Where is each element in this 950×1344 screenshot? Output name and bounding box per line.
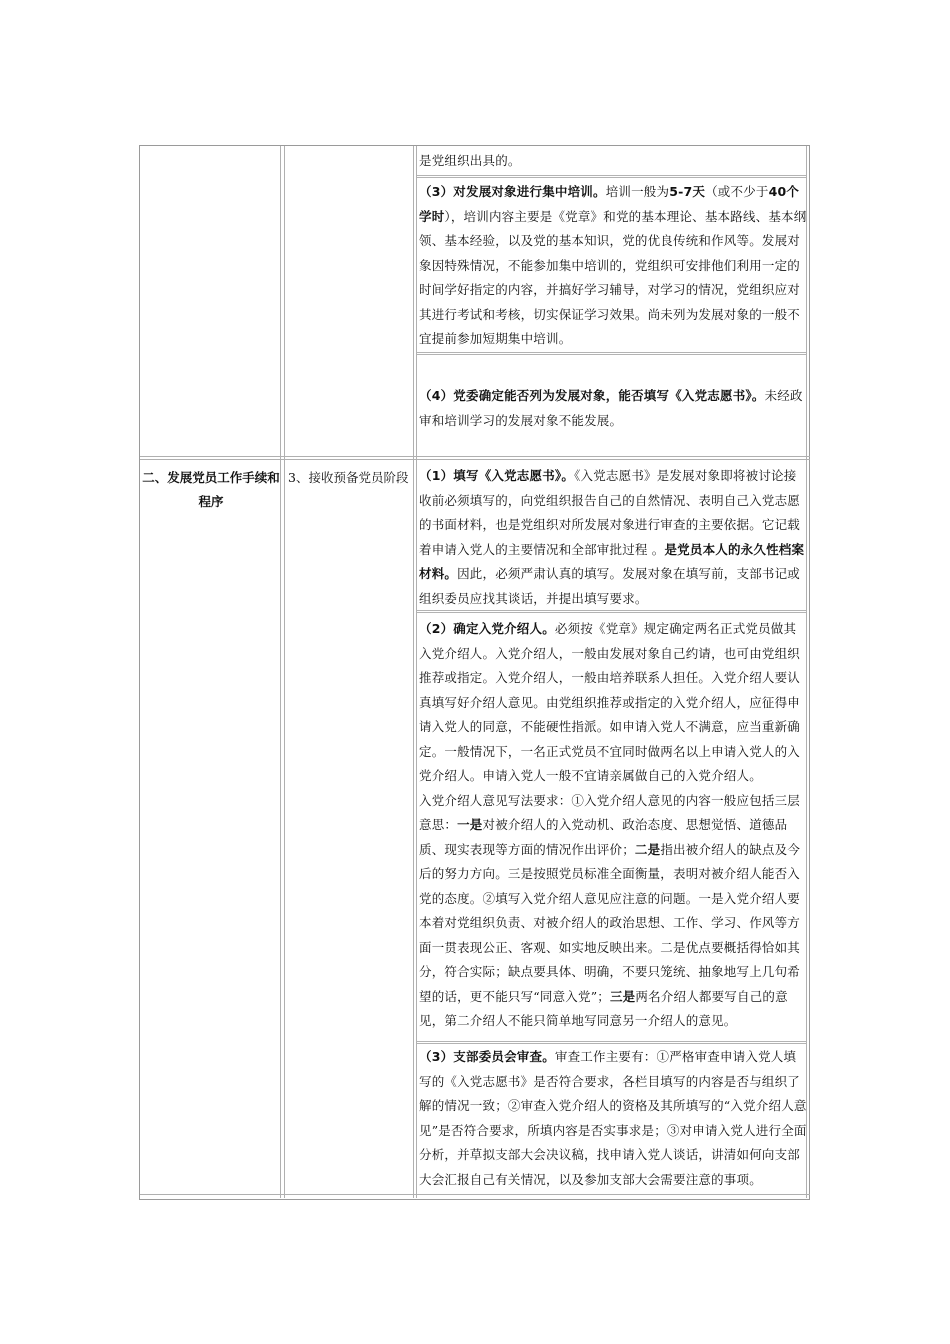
stage-title: 3、接收预备党员阶段 <box>288 470 409 485</box>
row-divider <box>417 1041 806 1044</box>
item-heading: （1）填写《入党志愿书》。 <box>419 468 575 483</box>
row-divider <box>140 459 810 460</box>
column-divider <box>284 146 285 1198</box>
section-title: 二、发展党员工作手续和程序 <box>142 470 280 509</box>
column-divider <box>413 146 414 1198</box>
item-3-training: （3）对发展对象进行集中培训。培训一般为5-7天（或不少于40个学时），培训内容主要是《党章》和党的基本理论、基本路线、基本纲领、基本经验，以及党的基本知识，党的优良传统和作风等。发展对象因特殊情况，不能参加集中培训的，党组织可安排他们利用一定的时间学好指定的内容，并搞好学习辅导，对学习的情况，党组织应对其进行考试和考核，切实保证学习效果。尚未列为发展对象的一般不宜提前参加短期集中培训。 <box>419 184 807 346</box>
item-heading: （3）支部委员会审查。 <box>419 1049 555 1064</box>
row-divider <box>417 175 806 178</box>
item-3-branch-review: （3）支部委员会审查。审查工作主要有：①严格审查申请入党人填写的《入党志愿书》是否符合要求，各栏目填写的内容是否与组织了解的情况一致；②审查入党介绍人的资格及其所填写的“入党介绍人意见”是否符合要求，所填内容是否实事求是；③对申请入党人进行全面分析，并草拟支部大会决议稿，找申请入党人谈话，讲清如何向支部大会汇报自己有关情况，以及参加支部大会需要注意的事项。 <box>419 1049 807 1187</box>
item-heading: （3）对发展对象进行集中培训。 <box>419 184 606 199</box>
item-4-party-committee: （4）党委确定能否列为发展对象，能否填写《入党志愿书》。未经政审和培训学习的发展对象不能发展。 <box>419 388 803 428</box>
item-heading: （2）确定入党介绍人。 <box>419 621 555 636</box>
row-divider <box>140 456 810 457</box>
row-divider <box>417 352 806 355</box>
item-1-application-form: （1）填写《入党志愿书》。《入党志愿书》是发展对象即将被讨论接收前必须填写的，向党组织报告自己的自然情况、表明自己入党志愿的书面材料，也是党组织对所发展对象进行审查的主要依据。它记载着申请入党人的主要情况和全部审批过程 。是党员本人的永久性档案材料。因此，必须严肃认真的填写。发展对象在填写前，支部书记或组织委员应找其谈话，并提出填写要求。 <box>419 468 805 606</box>
text-fragment: 是党组织出具的。 <box>419 153 521 168</box>
column-divider <box>280 146 281 1198</box>
item-2-introducers: （2）确定入党介绍人。必须按《党章》规定确定两名正式党员做其入党介绍人。入党介绍人，一般由发展对象自己约请，也可由党组织推荐或指定。入党介绍人，一般由培养联系人担任。入党介绍人要认真填写好介绍人意见。由党组织推荐或指定的入党介绍人，应征得申请入党人的同意，不能硬性指派。如申请入党人不满意，应当重新确定。一般情况下，一名正式党员不宜同时做两名以上申请入党人的入党介绍人。申请入党人一般不宜请亲属做自己的入党介绍人。 入党介绍人意见写法要求：①入党介绍人意见的内容一般应包括三层意思：一是对被介绍人的入党动机、政治态度、思想觉悟、道德品质、现实表现等方面的情况作出评价；二是指出被介绍人的缺点及今后的努力方向。三是按照党员标准全面衡量，表明对被介绍人能否入党的态度。②填写入党介绍人意见应注意的问题。一是入党介绍人要本着对党组织负责、对被介绍人的政治思想、工作、学习、作风等方面一贯表现公正、客观、如实地反映出来。二是优点要概括得恰如其分，符合实际；缺点要具体、明确，不要只笼统、抽象地写上几句希望的话，更不能只写“同意入党”；三是两名介绍人都要写自己的意见，第二介绍人不能只简单地写同意另一介绍人的意见。 <box>419 621 801 1028</box>
row-divider <box>140 1194 810 1195</box>
item-heading: （4）党委确定能否列为发展对象，能否填写《入党志愿书》。 <box>419 388 765 403</box>
